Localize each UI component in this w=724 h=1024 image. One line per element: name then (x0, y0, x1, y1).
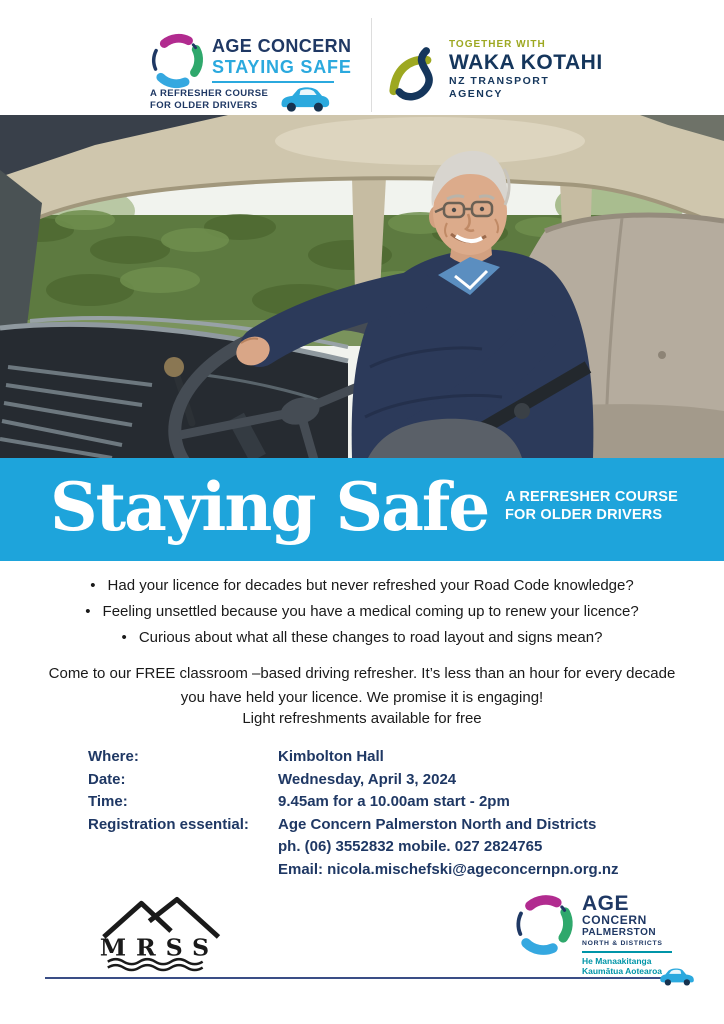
logo-underline (212, 81, 334, 83)
banner-title: Staying Safe (50, 468, 489, 546)
footer-divider (45, 977, 667, 979)
agency-label: AGENCY (449, 87, 503, 100)
age-concern-swirl-icon (148, 32, 206, 90)
age-concern-pn-logo-text: AGE CONCERN PALMERSTON NORTH & DISTRICTS He Manaakitanga Kaumātua Aotearoa (582, 894, 672, 976)
age-concern-pn-swirl-icon (512, 893, 576, 957)
car-icon (277, 85, 331, 114)
detail-value: Email: nicola.mischefski@ageconcernpn.org.nz (278, 860, 619, 878)
title-banner (0, 458, 724, 561)
detail-row (88, 859, 668, 882)
staying-safe-title: STAYING SAFE (212, 57, 352, 77)
bullet-item: • Feeling unsettled because you have a medical coming up to renew your licence? (0, 599, 724, 625)
detail-row (88, 814, 668, 837)
detail-value: ph. (06) 3552832 mobile. 027 2824765 (278, 838, 543, 855)
waka-kotahi-name: WAKA KOTAHI (449, 51, 603, 74)
footer-car-icon (659, 966, 697, 988)
detail-label (88, 859, 278, 882)
detail-row (88, 746, 668, 769)
detail-value: Age Concern Palmerston North and Districts (278, 815, 597, 833)
waka-kotahi-logo-text (449, 38, 603, 100)
together-with-label: TOGETHER WITH (449, 39, 546, 50)
bullet-item: • Curious about what all these changes to road layout and signs mean? (0, 625, 724, 651)
refreshments-note: Light refreshments available for free (242, 710, 482, 727)
waka-kotahi-icon (388, 46, 444, 106)
detail-label (88, 836, 278, 859)
mrss-label: MRSS (99, 933, 220, 962)
detail-label: Date: (88, 770, 126, 788)
detail-row (88, 769, 668, 792)
detail-value: Wednesday, April 3, 2024 (278, 770, 457, 788)
age-concern-tagline: A REFRESHER COURSE FOR OLDER DRIVERS (150, 88, 269, 111)
detail-row (88, 791, 668, 814)
bullet-list (0, 573, 724, 651)
detail-value: 9.45am for a 10.00am start - 2pm (278, 793, 510, 810)
mrss-logo (90, 893, 258, 973)
header-divider (371, 18, 372, 112)
detail-value: Kimbolton Hall (278, 748, 384, 765)
detail-row (88, 836, 668, 859)
driver-photo (0, 115, 724, 458)
event-details (88, 746, 668, 881)
detail-label: Registration essential: (88, 815, 249, 833)
intro-paragraph: Come to our FREE classroom –based driving refresher. It’s less than an hour for every decade you have held your licence. We promise it is engaging! (48, 665, 676, 706)
bullet-item: • Had your licence for decades but never refreshed your Road Code knowledge? (0, 573, 724, 599)
age-concern-logo-text (212, 36, 352, 83)
age-concern-title: AGE CONCERN (212, 36, 352, 56)
detail-label: Where: (88, 748, 139, 765)
detail-label: Time: (88, 793, 128, 810)
teal-rule (582, 951, 672, 953)
nz-transport-label: NZ TRANSPORT (449, 75, 550, 87)
banner-subtitle: A REFRESHER COURSE FOR OLDER DRIVERS (505, 489, 679, 523)
